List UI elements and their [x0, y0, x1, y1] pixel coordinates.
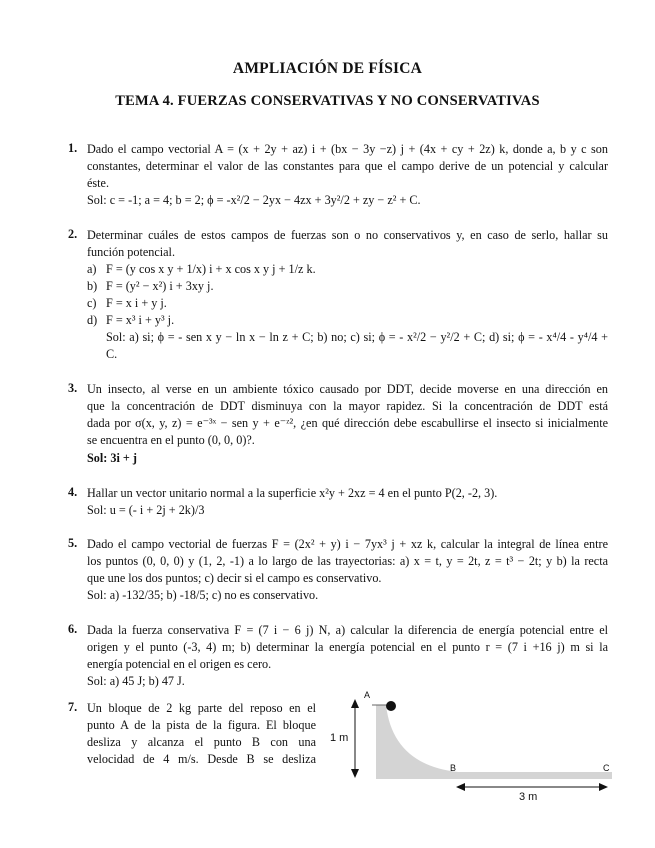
- arrow-head-icon: [599, 783, 608, 791]
- page-title: AMPLIACIÓN DE FÍSICA: [232, 60, 423, 77]
- list-item-label: c): [87, 296, 97, 310]
- problem-text-line: Dado el campo vectorial de fuerzas F = (2x² + y) i − 7yx³ j + xz k, calcular la integral de línea entre: [87, 537, 608, 551]
- problem-text-line: energía potencial en el origen es cero.: [87, 657, 272, 671]
- problem-number: 1.: [68, 141, 78, 155]
- problem-text-line: constantes, determinar el valor de las constantes para que el campo derive de un potencial y calcular: [87, 159, 608, 173]
- label-a: A: [364, 690, 371, 700]
- problem-text-line: Determinar cuáles de estos campos de fuerzas son o no conservativos y, en caso de serlo, hallar su: [87, 228, 608, 242]
- height-label: 1 m: [330, 732, 349, 744]
- list-item: F = x³ i + y³ j.: [106, 313, 175, 327]
- solution: Sol: a) 45 J; b) 47 J.: [87, 674, 185, 688]
- list-item: F = (y² − x²) i + 3xy j.: [106, 279, 214, 293]
- arrow-head-icon: [456, 783, 465, 791]
- track-ramp: [376, 705, 612, 779]
- problem-text-line: se encuentra en el punto (0, 0, 0)?.: [87, 433, 255, 447]
- label-b: B: [450, 763, 457, 773]
- problem-number: 5.: [68, 536, 78, 550]
- solution: Sol: c = -1; a = 4; b = 2; ϕ = -x²/2 − 2yx − 4zx + 3y²/2 + zy − z² + C.: [87, 193, 421, 207]
- problem-text-line: que une los dos puntos; c) decir si el campo es conservativo.: [87, 571, 382, 585]
- problem-text-line: punto A de la pista de la figura. El bloque: [87, 718, 316, 732]
- problem-text-line: velocidad de 4 m/s. Desde B se desliza: [87, 752, 316, 766]
- list-item-label: a): [87, 262, 97, 276]
- problem-number: 6.: [68, 622, 78, 636]
- problem-text-line: origen y el punto (-3, 4) m; b) determinar la energía potencial en el punto r = (7 i +16 j) m si la: [87, 640, 608, 654]
- problem-text-line: función potencial.: [87, 245, 175, 259]
- solution: Sol: a) -132/35; b) -18/5; c) no es conservativo.: [87, 588, 319, 602]
- solution: Sol: a) si; ϕ = - sen x y − ln x − ln z + C; b) no; c) si; ϕ = - x²/2 − y²/2 + C; d) si; ϕ = - x⁴/4 - y⁴/4 +: [106, 330, 608, 344]
- length-label: 3 m: [519, 791, 538, 803]
- problem-text-line: los puntos (0, 0, 0) y (1, 2, -1) a lo largo de las trayectorias: a) x = t, y = 2t, z = t³ − 2t; y b) la recta: [87, 554, 608, 568]
- arrow-head-icon: [351, 699, 359, 708]
- solution: Sol: 3i + j: [87, 451, 137, 465]
- problem-text-line: desliza y alcanza el punto B con una: [87, 735, 316, 749]
- problem-number: 4.: [68, 485, 78, 499]
- problem-text-line: Hallar un vector unitario normal a la superficie x²y + 2xz = 4 en el punto P(2, -2, 3).: [87, 486, 498, 500]
- arrow-head-icon: [351, 769, 359, 778]
- problem-text-line: Dada la fuerza conservativa F = (7 i − 6 j) N, a) calcular la diferencia de energía potencial entre el: [87, 623, 608, 637]
- problem-text-line: dada por σ(x, y, z) = e⁻³ˣ − sen y + e⁻ᶻ², ¿en qué dirección debe escabullirse el insecto si inicialmente: [87, 416, 608, 430]
- list-item-label: d): [87, 313, 98, 327]
- label-c: C: [603, 763, 610, 773]
- problem-text-line: que la concentración de DDT disminuya con la mayor rapidez. Si la concentración de DDT está: [87, 399, 608, 413]
- problem-number: 2.: [68, 227, 78, 241]
- list-item: F = (y cos x y + 1/x) i + x cos x y j + 1/z k.: [106, 262, 316, 276]
- problem-number: 7.: [68, 700, 78, 714]
- problem-number: 3.: [68, 381, 78, 395]
- problem-text-line: Dado el campo vectorial A = (x + 2y + az) i + (bx − 3y −z) j + (4x + cy + 2z) k, donde a, b y c son: [87, 142, 608, 156]
- problem-text-line: Un insecto, al verse en un ambiente tóxico causado por DDT, decide moverse en una dirección en: [87, 382, 608, 396]
- problem-text-line: éste.: [87, 176, 109, 190]
- solution: C.: [106, 347, 118, 361]
- solution: Sol: u = (- i + 2j + 2k)/3: [87, 503, 205, 517]
- page-subtitle: TEMA 4. FUERZAS CONSERVATIVAS Y NO CONSERVATIVAS: [115, 93, 540, 109]
- problem-text-line: Un bloque de 2 kg parte del reposo en el: [87, 701, 316, 715]
- list-item: F = x i + y j.: [106, 296, 167, 310]
- block-ball: [386, 701, 396, 711]
- list-item-label: b): [87, 279, 98, 293]
